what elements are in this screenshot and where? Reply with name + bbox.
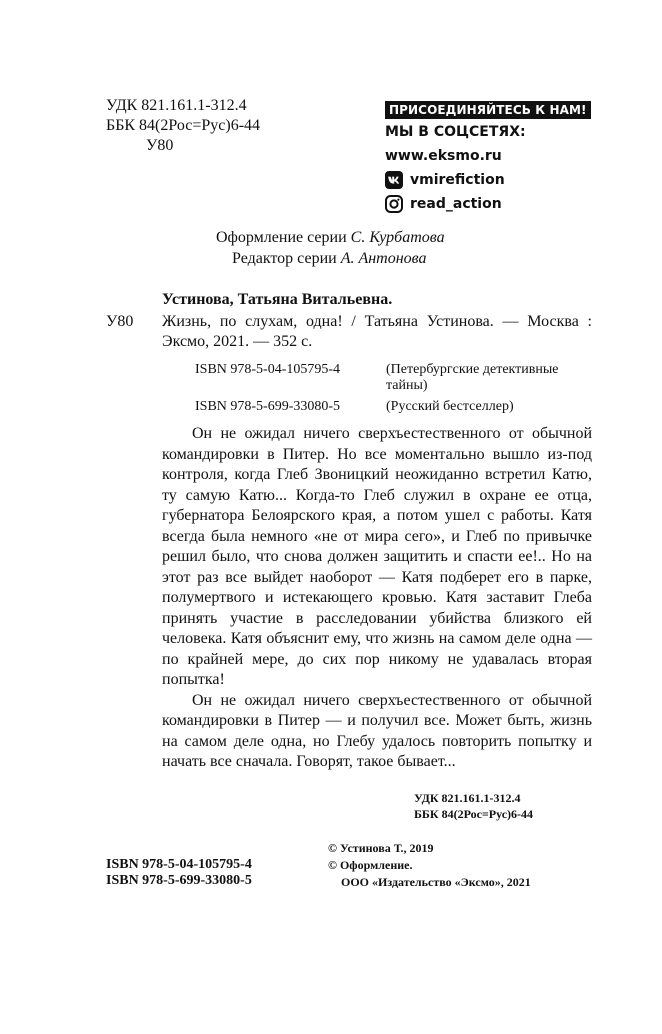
record-series-1: (Петербургские детективные тайны) [386,362,559,393]
copyright-design: © Оформление. [328,858,413,872]
footer-bbk: ББК 84(2Рос=Рус)6-44 [414,807,534,821]
record-isbn-1: ISBN 978-5-04-105795-4 [195,362,341,377]
instagram-handle: read_action [410,196,502,212]
vk-row[interactable] [385,171,591,189]
record-series-2: (Русский бестселлер) [386,399,514,414]
annotation-paragraph-2: Он не ожидал ничего сверхъестественного от обычной командировки в Питер — и получил все. Может быть, жизнь на самом деле одна, но Глебу удалось повторить попытку и начать все сначала. Говорят, такое бывает... [162,691,592,770]
editor-credit [232,249,427,269]
vk-icon [385,171,403,189]
bbk-code: ББК 84(2Рос=Рус)6-44 [106,117,261,134]
footer-isbn-1: ISBN 978-5-04-105795-4 [106,857,252,872]
networks-label: МЫ В СОЦСЕТЯХ: [385,124,526,140]
instagram-row[interactable] [385,195,591,213]
annotation [162,424,592,773]
annotation-paragraph-1: Он не ожидал ничего сверхъестественного от обычной командировки в Питер. Но все моментально вышло из-под контроля, когда Глеб Звоницкий неожиданно встретил Катю, ту самую Катю... Когда-то Глеб служил в охране ее отца, губернатора Белоярского края, а потом ушел с работы. Катя всегда была немного «не от мира сего», и Глеб по привычке решил было, что снова должен защитить и спасти ее!.. Но на этот раз все выйдет наоборот — Катя подберет его в парке, полумертвого и истекающего кровью. Катя заставит Глеба принять участие в расследовании убийства близкого ей человека. Катя объяснит ему, что жизнь на самом деле одна — по крайней мере, до сих пор никому не удавалась вторая попытка! [162,425,592,688]
social-block [385,101,591,213]
join-banner: ПРИСОЕДИНЯЙТЕСЬ К НАМ! [385,101,591,119]
editor-label: Редактор серии [232,250,337,267]
footer-udk: УДК 821.161.1-312.4 [414,791,521,805]
design-name: С. Курбатова [350,229,445,246]
site-link[interactable]: www.eksmo.ru [385,148,502,164]
instagram-icon [385,195,403,213]
author-mark: У80 [146,137,174,154]
udk-code: УДК 821.161.1-312.4 [106,97,247,114]
editor-name: А. Антонова [340,250,427,267]
copyright-author: © Устинова Т., 2019 [328,841,434,855]
record-description: Жизнь, по слухам, одна! / Татьяна Устинова. — Москва : Эксмо, 2021. — 352 с. [162,313,592,350]
record-author: Устинова, Татьяна Витальевна. [162,291,393,308]
design-label: Оформление серии [216,229,347,246]
copyright-publisher: ООО «Издательство «Эксмо», 2021 [341,875,531,889]
footer-isbn-2: ISBN 978-5-699-33080-5 [106,873,252,888]
design-credit [216,228,445,248]
record-isbn-2: ISBN 978-5-699-33080-5 [195,399,341,414]
record-code: У80 [106,313,134,330]
vk-handle: vmirefiction [410,172,505,188]
